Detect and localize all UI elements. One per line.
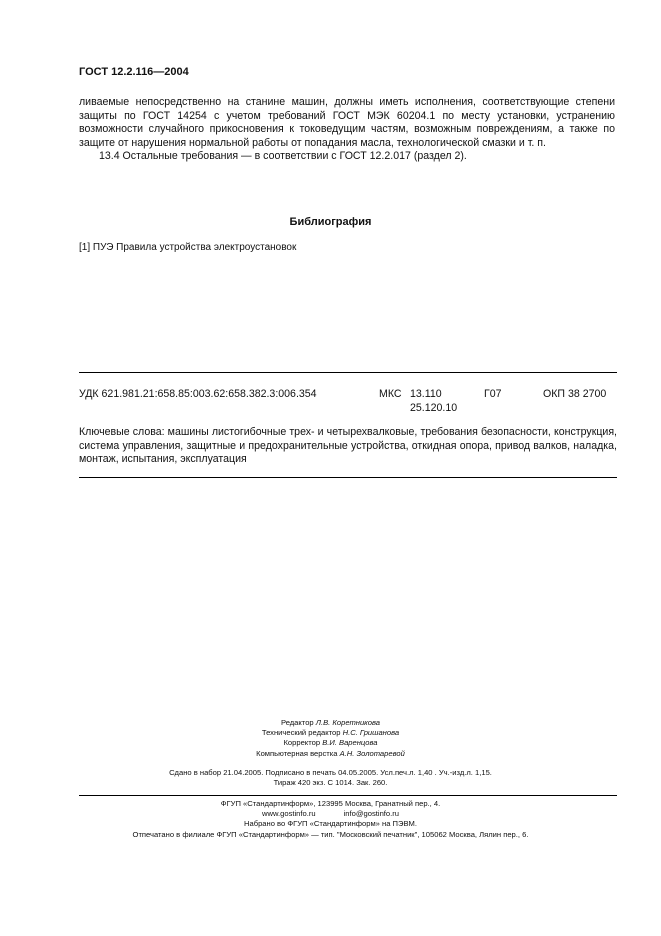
divider <box>79 372 617 373</box>
document-header: ГОСТ 12.2.116—2004 <box>79 66 189 78</box>
publisher-email: info@gostinfo.ru <box>343 809 400 819</box>
mks-label: МКС <box>379 388 402 400</box>
body-paragraph: ливаемые непосредственно на станине машин, должны иметь исполнения, соответствующие степени защиты по ГОСТ 14254 с учетом требований ГОСТ МЭК 60204.1 по месту установки, устранению возможности случайного прикосновения к токоведущим частям, возможным повреждениям, а также по защите от нарушения нормальной работы от попадания масла, технологической смазки и т. п. <box>79 96 615 149</box>
publisher-contacts <box>0 809 661 819</box>
credit-label: Компьютерная верстка <box>256 748 338 758</box>
okp-code: ОКП 38 2700 <box>543 388 607 400</box>
credit-name: Н.С. Гришанова <box>342 728 400 738</box>
credit-name: А.Н. Золотаревой <box>339 748 405 758</box>
credit-name: Л.В. Коретникова <box>315 718 381 727</box>
credit-label: Технический редактор <box>261 728 341 738</box>
publisher-line: ФГУП «Стандартинформ», 123995 Москва, Гранатный пер., 4. <box>220 799 441 808</box>
credit-label: Корректор <box>283 738 321 748</box>
print-info <box>0 768 661 788</box>
credits-block <box>0 718 661 759</box>
mks-values <box>410 388 457 415</box>
bibliography-entry: [1] ПУЭ Правила устройства электроустановок <box>79 242 297 253</box>
divider <box>79 477 617 478</box>
publisher-line: Набрано во ФГУП «Стандартинформ» на ПЭВМ. <box>244 819 417 829</box>
publisher-web: www.gostinfo.ru <box>261 809 316 819</box>
mks-value: 25.120.10 <box>410 401 458 414</box>
print-info-line: Тираж 420 экз. С 1014. Зак. 260. <box>273 778 388 788</box>
body-paragraph: 13.4 Остальные требования — в соответствии с ГОСТ 12.2.017 (раздел 2). <box>99 150 467 162</box>
publisher-line: Отпечатано в филиале ФГУП «Стандартинформ» — тип. "Московский печатник", 105062 Москва, Лялин пер., 6. <box>132 829 529 839</box>
mks-value: 13.110 <box>410 388 442 400</box>
credit-label: Редактор <box>280 718 314 727</box>
bibliography-title: Библиография <box>289 216 372 228</box>
udk-code: УДК 621.981.21:658.85:003.62:658.382.3:006.354 <box>79 388 317 400</box>
publisher-info <box>0 799 661 840</box>
credit-name: В.И. Варенцова <box>322 738 378 748</box>
divider <box>79 795 617 796</box>
group-code: Г07 <box>484 388 502 400</box>
keywords: Ключевые слова: машины листогибочные трех- и четырехвалковые, требования безопасности, конструкция, система управления, защитные и предохранительные устройства, откидная опора, привод валков, наладка, монтаж, испытания, эксплуатация <box>79 426 617 466</box>
print-info-line: Сдано в набор 21.04.2005. Подписано в печать 04.05.2005. Усл.печ.л. 1,40 . Уч.-изд.л. 1,15. <box>169 768 492 777</box>
